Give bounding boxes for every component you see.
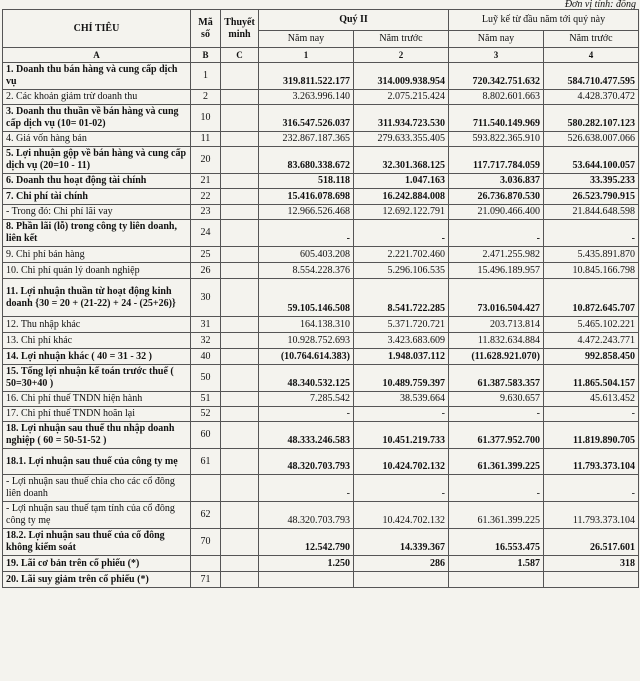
row-code: 51 — [191, 392, 221, 407]
table-row — [3, 263, 639, 279]
row-value-1: 319.811.522.177 — [259, 63, 354, 90]
row-note — [221, 105, 259, 132]
row-code: 20 — [191, 147, 221, 174]
row-value-4 — [544, 572, 639, 588]
header-thuyet-minh: Thuyết minh — [221, 10, 259, 48]
table-row — [3, 407, 639, 422]
row-value-4: 11.819.890.705 — [544, 422, 639, 449]
row-code: 52 — [191, 407, 221, 422]
row-value-4: 11.793.373.104 — [544, 449, 639, 475]
row-code: 24 — [191, 220, 221, 247]
row-value-4: 26.523.790.915 — [544, 189, 639, 205]
row-value-2: 16.242.884.008 — [354, 189, 449, 205]
row-code: 32 — [191, 333, 221, 349]
income-statement-table — [2, 9, 639, 588]
row-value-3: 203.713.814 — [449, 317, 544, 333]
row-code: 71 — [191, 572, 221, 588]
index-b: B — [191, 48, 221, 63]
table-row — [3, 502, 639, 529]
row-value-2: 279.633.355.405 — [354, 132, 449, 147]
row-label: 15. Tổng lợi nhuận kế toán trước thuế ( 50=30+40 ) — [3, 365, 191, 392]
table-row — [3, 392, 639, 407]
row-code: 70 — [191, 529, 221, 556]
row-label: 1. Doanh thu bán hàng và cung cấp dịch vụ — [3, 63, 191, 90]
row-value-4: 10.872.645.707 — [544, 279, 639, 317]
table-row — [3, 105, 639, 132]
row-value-3: 73.016.504.427 — [449, 279, 544, 317]
row-value-3: 2.471.255.982 — [449, 247, 544, 263]
row-value-3: - — [449, 407, 544, 422]
header-c-current: Năm nay — [449, 31, 544, 48]
row-value-4: 4.472.243.771 — [544, 333, 639, 349]
table-row — [3, 90, 639, 105]
row-value-2: 14.339.367 — [354, 529, 449, 556]
row-value-4: 26.517.601 — [544, 529, 639, 556]
table-row — [3, 572, 639, 588]
table-row — [3, 147, 639, 174]
row-value-3: 61.361.399.225 — [449, 502, 544, 529]
row-value-4: 580.282.107.123 — [544, 105, 639, 132]
table-row — [3, 279, 639, 317]
row-value-1: 12.966.526.468 — [259, 205, 354, 220]
row-label: 8. Phần lãi (lỗ) trong công ty liên doanh, liên kết — [3, 220, 191, 247]
table-row — [3, 174, 639, 189]
row-value-3: 15.496.189.957 — [449, 263, 544, 279]
row-code — [191, 556, 221, 572]
row-value-1: 48.333.246.583 — [259, 422, 354, 449]
row-value-1: 232.867.187.365 — [259, 132, 354, 147]
index-a: A — [3, 48, 191, 63]
row-label: 2. Các khoản giảm trừ doanh thu — [3, 90, 191, 105]
row-code: 40 — [191, 349, 221, 365]
row-label: 4. Giá vốn hàng bán — [3, 132, 191, 147]
row-value-1: 605.403.208 — [259, 247, 354, 263]
row-note — [221, 349, 259, 365]
row-label: - Trong đó: Chi phí lãi vay — [3, 205, 191, 220]
row-value-2: 10.489.759.397 — [354, 365, 449, 392]
table-row — [3, 63, 639, 90]
row-code: 23 — [191, 205, 221, 220]
row-value-3 — [449, 572, 544, 588]
row-value-1: 1.250 — [259, 556, 354, 572]
row-value-3: 711.540.149.969 — [449, 105, 544, 132]
row-value-3: 26.736.870.530 — [449, 189, 544, 205]
row-value-1: 59.105.146.508 — [259, 279, 354, 317]
row-value-2: 3.423.683.609 — [354, 333, 449, 349]
table-row — [3, 365, 639, 392]
row-note — [221, 247, 259, 263]
row-note — [221, 263, 259, 279]
row-value-3: (11.628.921.070) — [449, 349, 544, 365]
row-label: 11. Lợi nhuận thuần từ hoạt động kinh doanh {30 = 20 + (21-22) + 24 - (25+26)} — [3, 279, 191, 317]
index-1: 1 — [259, 48, 354, 63]
row-label: 18.1. Lợi nhuận sau thuế của công ty mẹ — [3, 449, 191, 475]
row-label: 6. Doanh thu hoạt động tài chính — [3, 174, 191, 189]
row-note — [221, 90, 259, 105]
row-value-3: 61.377.952.700 — [449, 422, 544, 449]
row-value-2: 2.075.215.424 — [354, 90, 449, 105]
row-note — [221, 422, 259, 449]
row-code: 22 — [191, 189, 221, 205]
table-row — [3, 349, 639, 365]
row-value-2: - — [354, 220, 449, 247]
row-note — [221, 572, 259, 588]
row-label: - Lợi nhuận sau thuế tạm tính của cổ đông công ty mẹ — [3, 502, 191, 529]
row-label: 14. Lợi nhuận khác ( 40 = 31 - 32 ) — [3, 349, 191, 365]
row-value-2 — [354, 572, 449, 588]
row-value-3: 61.361.399.225 — [449, 449, 544, 475]
table-row — [3, 556, 639, 572]
row-note — [221, 502, 259, 529]
row-value-1: 12.542.790 — [259, 529, 354, 556]
row-value-1: 83.680.338.672 — [259, 147, 354, 174]
row-value-2: 286 — [354, 556, 449, 572]
row-value-4: 33.395.233 — [544, 174, 639, 189]
row-value-3: - — [449, 475, 544, 502]
row-code: 25 — [191, 247, 221, 263]
row-value-2: - — [354, 407, 449, 422]
row-value-3: 16.553.475 — [449, 529, 544, 556]
table-row — [3, 333, 639, 349]
row-value-1: (10.764.614.383) — [259, 349, 354, 365]
row-value-2: 1.047.163 — [354, 174, 449, 189]
row-value-2: 5.296.106.535 — [354, 263, 449, 279]
index-c: C — [221, 48, 259, 63]
row-code: 26 — [191, 263, 221, 279]
row-code: 21 — [191, 174, 221, 189]
table-row — [3, 220, 639, 247]
row-code — [191, 475, 221, 502]
row-value-4: 584.710.477.595 — [544, 63, 639, 90]
row-value-1: 7.285.542 — [259, 392, 354, 407]
row-note — [221, 174, 259, 189]
row-value-2: 10.451.219.733 — [354, 422, 449, 449]
row-value-3: 1.587 — [449, 556, 544, 572]
row-value-3: 21.090.466.400 — [449, 205, 544, 220]
row-value-3: - — [449, 220, 544, 247]
row-note — [221, 317, 259, 333]
row-note — [221, 449, 259, 475]
row-value-2: 8.541.722.285 — [354, 279, 449, 317]
row-note — [221, 529, 259, 556]
row-value-1: - — [259, 220, 354, 247]
row-value-4: 45.613.452 — [544, 392, 639, 407]
row-value-2: 38.539.664 — [354, 392, 449, 407]
row-value-4: 11.793.373.104 — [544, 502, 639, 529]
table-row — [3, 132, 639, 147]
row-value-4: 10.845.166.798 — [544, 263, 639, 279]
row-value-4: 5.435.891.870 — [544, 247, 639, 263]
row-label: 13. Chi phí khác — [3, 333, 191, 349]
row-value-4: - — [544, 475, 639, 502]
header-chi-tieu: CHỈ TIÊU — [3, 10, 191, 48]
row-code: 31 — [191, 317, 221, 333]
row-value-3: 8.802.601.663 — [449, 90, 544, 105]
row-value-2: 314.009.938.954 — [354, 63, 449, 90]
row-code: 10 — [191, 105, 221, 132]
unit-note: Đơn vị tính: đồng — [564, 0, 636, 10]
row-value-3: 720.342.751.632 — [449, 63, 544, 90]
row-note — [221, 147, 259, 174]
row-label: 10. Chi phí quản lý doanh nghiệp — [3, 263, 191, 279]
row-note — [221, 205, 259, 220]
row-note — [221, 279, 259, 317]
row-note — [221, 365, 259, 392]
row-label: 17. Chi phí thuế TNDN hoãn lại — [3, 407, 191, 422]
row-note — [221, 132, 259, 147]
row-code: 61 — [191, 449, 221, 475]
row-value-4: 53.644.100.057 — [544, 147, 639, 174]
row-value-3: 9.630.657 — [449, 392, 544, 407]
row-value-4: 992.858.450 — [544, 349, 639, 365]
row-value-1: - — [259, 475, 354, 502]
row-value-1: 316.547.526.037 — [259, 105, 354, 132]
row-code: 62 — [191, 502, 221, 529]
table-row — [3, 189, 639, 205]
table-row — [3, 449, 639, 475]
row-code: 60 — [191, 422, 221, 449]
row-value-2: 311.934.723.530 — [354, 105, 449, 132]
row-value-3: 61.387.583.357 — [449, 365, 544, 392]
table-row — [3, 475, 639, 502]
row-value-1: 48.340.532.125 — [259, 365, 354, 392]
index-2: 2 — [354, 48, 449, 63]
row-note — [221, 333, 259, 349]
row-code: 2 — [191, 90, 221, 105]
row-label: 16. Chi phí thuế TNDN hiện hành — [3, 392, 191, 407]
header-quarter: Quý II — [259, 10, 449, 31]
row-value-2: 5.371.720.721 — [354, 317, 449, 333]
row-label: 5. Lợi nhuận gộp về bán hàng và cung cấp dịch vụ (20=10 - 11) — [3, 147, 191, 174]
row-label: 9. Chi phí bán hàng — [3, 247, 191, 263]
row-value-4: 4.428.370.472 — [544, 90, 639, 105]
table-row — [3, 317, 639, 333]
index-3: 3 — [449, 48, 544, 63]
row-note — [221, 63, 259, 90]
row-value-2: 10.424.702.132 — [354, 449, 449, 475]
header-cumulative: Luỹ kế từ đầu năm tới quý này — [449, 10, 639, 31]
row-code: 30 — [191, 279, 221, 317]
header-ma-so: Mã số — [191, 10, 221, 48]
row-value-2: 2.221.702.460 — [354, 247, 449, 263]
row-value-1: 48.320.703.793 — [259, 502, 354, 529]
row-note — [221, 392, 259, 407]
row-value-2: 1.948.037.112 — [354, 349, 449, 365]
row-label: 18.2. Lợi nhuận sau thuế của cổ đông không kiểm soát — [3, 529, 191, 556]
row-value-4: 318 — [544, 556, 639, 572]
row-value-1: 518.118 — [259, 174, 354, 189]
row-label: 7. Chi phí tài chính — [3, 189, 191, 205]
row-value-2: 10.424.702.132 — [354, 502, 449, 529]
row-note — [221, 220, 259, 247]
row-value-1: 3.263.996.140 — [259, 90, 354, 105]
table-row — [3, 247, 639, 263]
row-value-1: 10.928.752.693 — [259, 333, 354, 349]
row-label: 19. Lãi cơ bản trên cổ phiếu (*) — [3, 556, 191, 572]
row-value-4: 5.465.102.221 — [544, 317, 639, 333]
row-value-4: - — [544, 220, 639, 247]
row-label: 20. Lãi suy giảm trên cổ phiếu (*) — [3, 572, 191, 588]
index-4: 4 — [544, 48, 639, 63]
header-q-previous: Năm trước — [354, 31, 449, 48]
row-label: 12. Thu nhập khác — [3, 317, 191, 333]
row-value-4: 11.865.504.157 — [544, 365, 639, 392]
table-row — [3, 529, 639, 556]
table-row — [3, 422, 639, 449]
row-value-3: 593.822.365.910 — [449, 132, 544, 147]
header-c-previous: Năm trước — [544, 31, 639, 48]
row-value-4: 526.638.007.066 — [544, 132, 639, 147]
row-label: 18. Lợi nhuận sau thuế thu nhập doanh nghiệp ( 60 = 50-51-52 ) — [3, 422, 191, 449]
row-value-3: 11.832.634.884 — [449, 333, 544, 349]
row-code: 11 — [191, 132, 221, 147]
row-code: 50 — [191, 365, 221, 392]
row-value-1: 15.416.078.698 — [259, 189, 354, 205]
row-value-3: 117.717.784.059 — [449, 147, 544, 174]
row-value-2: - — [354, 475, 449, 502]
row-value-2: 32.301.368.125 — [354, 147, 449, 174]
row-note — [221, 407, 259, 422]
row-label: 3. Doanh thu thuần về bán hàng và cung cấp dịch vụ (10= 01-02) — [3, 105, 191, 132]
row-code: 1 — [191, 63, 221, 90]
row-note — [221, 556, 259, 572]
row-value-1 — [259, 572, 354, 588]
table-body — [3, 63, 639, 588]
header-q-current: Năm nay — [259, 31, 354, 48]
row-value-1: 48.320.703.793 — [259, 449, 354, 475]
row-value-4: - — [544, 407, 639, 422]
table-row — [3, 205, 639, 220]
row-value-2: 12.692.122.791 — [354, 205, 449, 220]
row-value-4: 21.844.648.598 — [544, 205, 639, 220]
row-note — [221, 189, 259, 205]
row-value-1: 8.554.228.376 — [259, 263, 354, 279]
row-value-3: 3.036.837 — [449, 174, 544, 189]
row-value-1: - — [259, 407, 354, 422]
row-label: - Lợi nhuận sau thuế chia cho các cổ đông liên doanh — [3, 475, 191, 502]
row-value-1: 164.138.310 — [259, 317, 354, 333]
row-note — [221, 475, 259, 502]
